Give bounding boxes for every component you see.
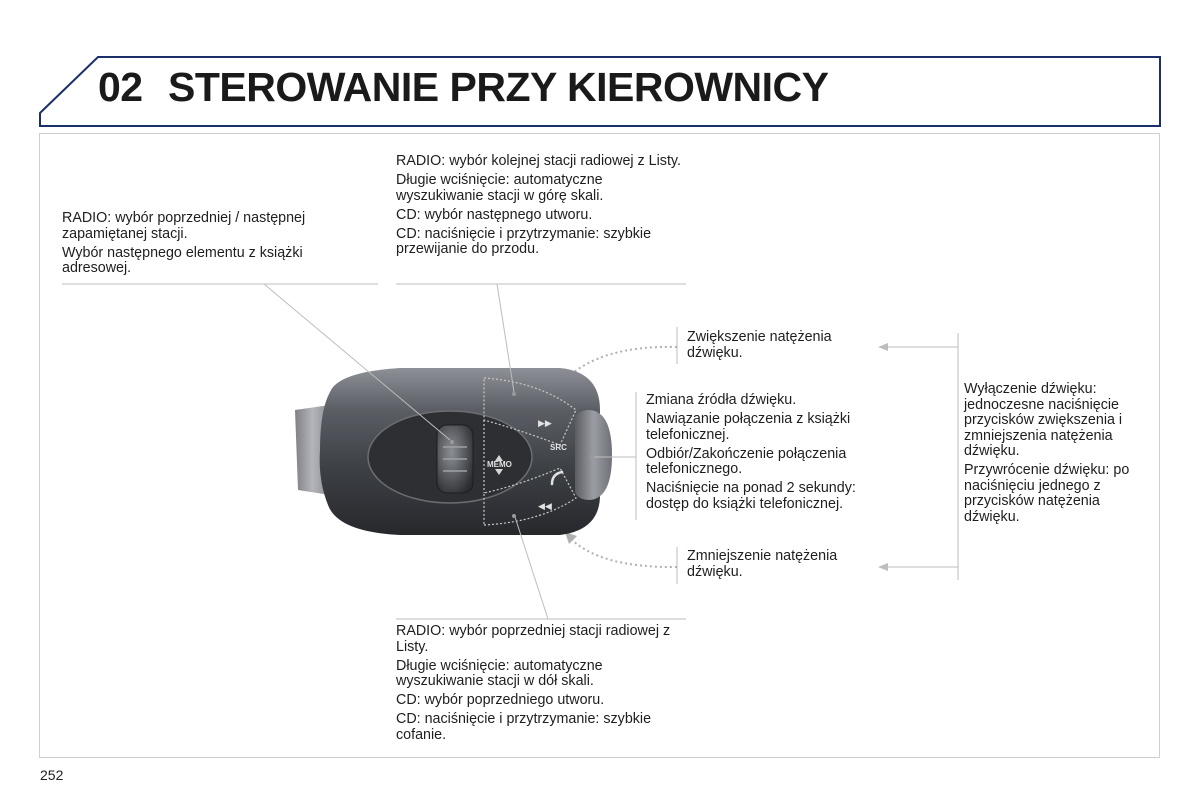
callout-text: CD: wybór następnego utworu. [396,206,593,223]
memo-label: MEMO [487,460,512,469]
rewind-icon: ◀◀ [538,502,552,512]
arrow-left-icon [878,563,888,571]
forward-icon: ▶▶ [538,419,552,429]
callout-text: RADIO: wybór kolejnej stacji radiowej z Listy. [396,153,681,169]
arrow-left-icon [878,343,888,351]
callout-text: RADIO: wybór poprzedniej stacji radiowej z Listy. [396,623,671,655]
callout-volume-up [687,330,877,365]
callout-seek-up [396,154,691,261]
callout-src [646,393,896,516]
callout-text: CD: wybór poprzedniego utworu. [396,692,605,708]
callout-volume-down [687,549,877,584]
callout-mute [964,382,1144,529]
callout-text: Nawiązanie połączenia z książki telefonicznej. [646,411,851,443]
callout-text: RADIO: wybór poprzedniej / następnej zapamiętanej stacji. [62,210,306,242]
callout-text: Przywrócenie dźwięku: po naciśnięciu jednego z przycisków natężenia dźwięku. [964,462,1130,525]
page-number: 252 [40,767,64,783]
callout-text: Zwiększenie natężenia dźwięku. [687,329,832,361]
callout-memo [62,211,362,280]
callout-seek-down [396,624,691,747]
page-title: STEROWANIE PRZY KIEROWNICY [168,64,829,110]
callout-text: Odbiór/Zakończenie połączenia telefonicznego. [646,445,847,477]
callout-text: Wyłączenie dźwięku: jednoczesne naciśnięcie przycisków zwiększenia i zmniejszenia natężenia dźwięku. [964,381,1123,459]
callout-text: CD: naciśnięcie i przytrzymanie: szybkie przewijanie do przodu. [396,225,652,257]
callout-text: Naciśnięcie na ponad 2 sekundy: dostęp do książki telefonicznej. [646,480,856,512]
callout-text: Wybór następnego elementu z książki adresowej. [62,244,303,276]
src-label: SRC [550,443,567,452]
callout-text: Zmniejszenie natężenia dźwięku. [687,548,838,580]
chapter-number: 02 [98,64,143,110]
callout-text: Zmiana źródła dźwięku. [646,392,797,408]
callout-text: Długie wciśnięcie: automatyczne wyszukiwanie stacji w dół skali. [396,657,603,689]
callout-text: Długie wciśnięcie: automatyczne wyszukiwanie stacji w górę skali. [396,172,604,204]
callout-text: CD: naciśnięcie i przytrzymanie: szybkie cofanie. [396,711,652,743]
